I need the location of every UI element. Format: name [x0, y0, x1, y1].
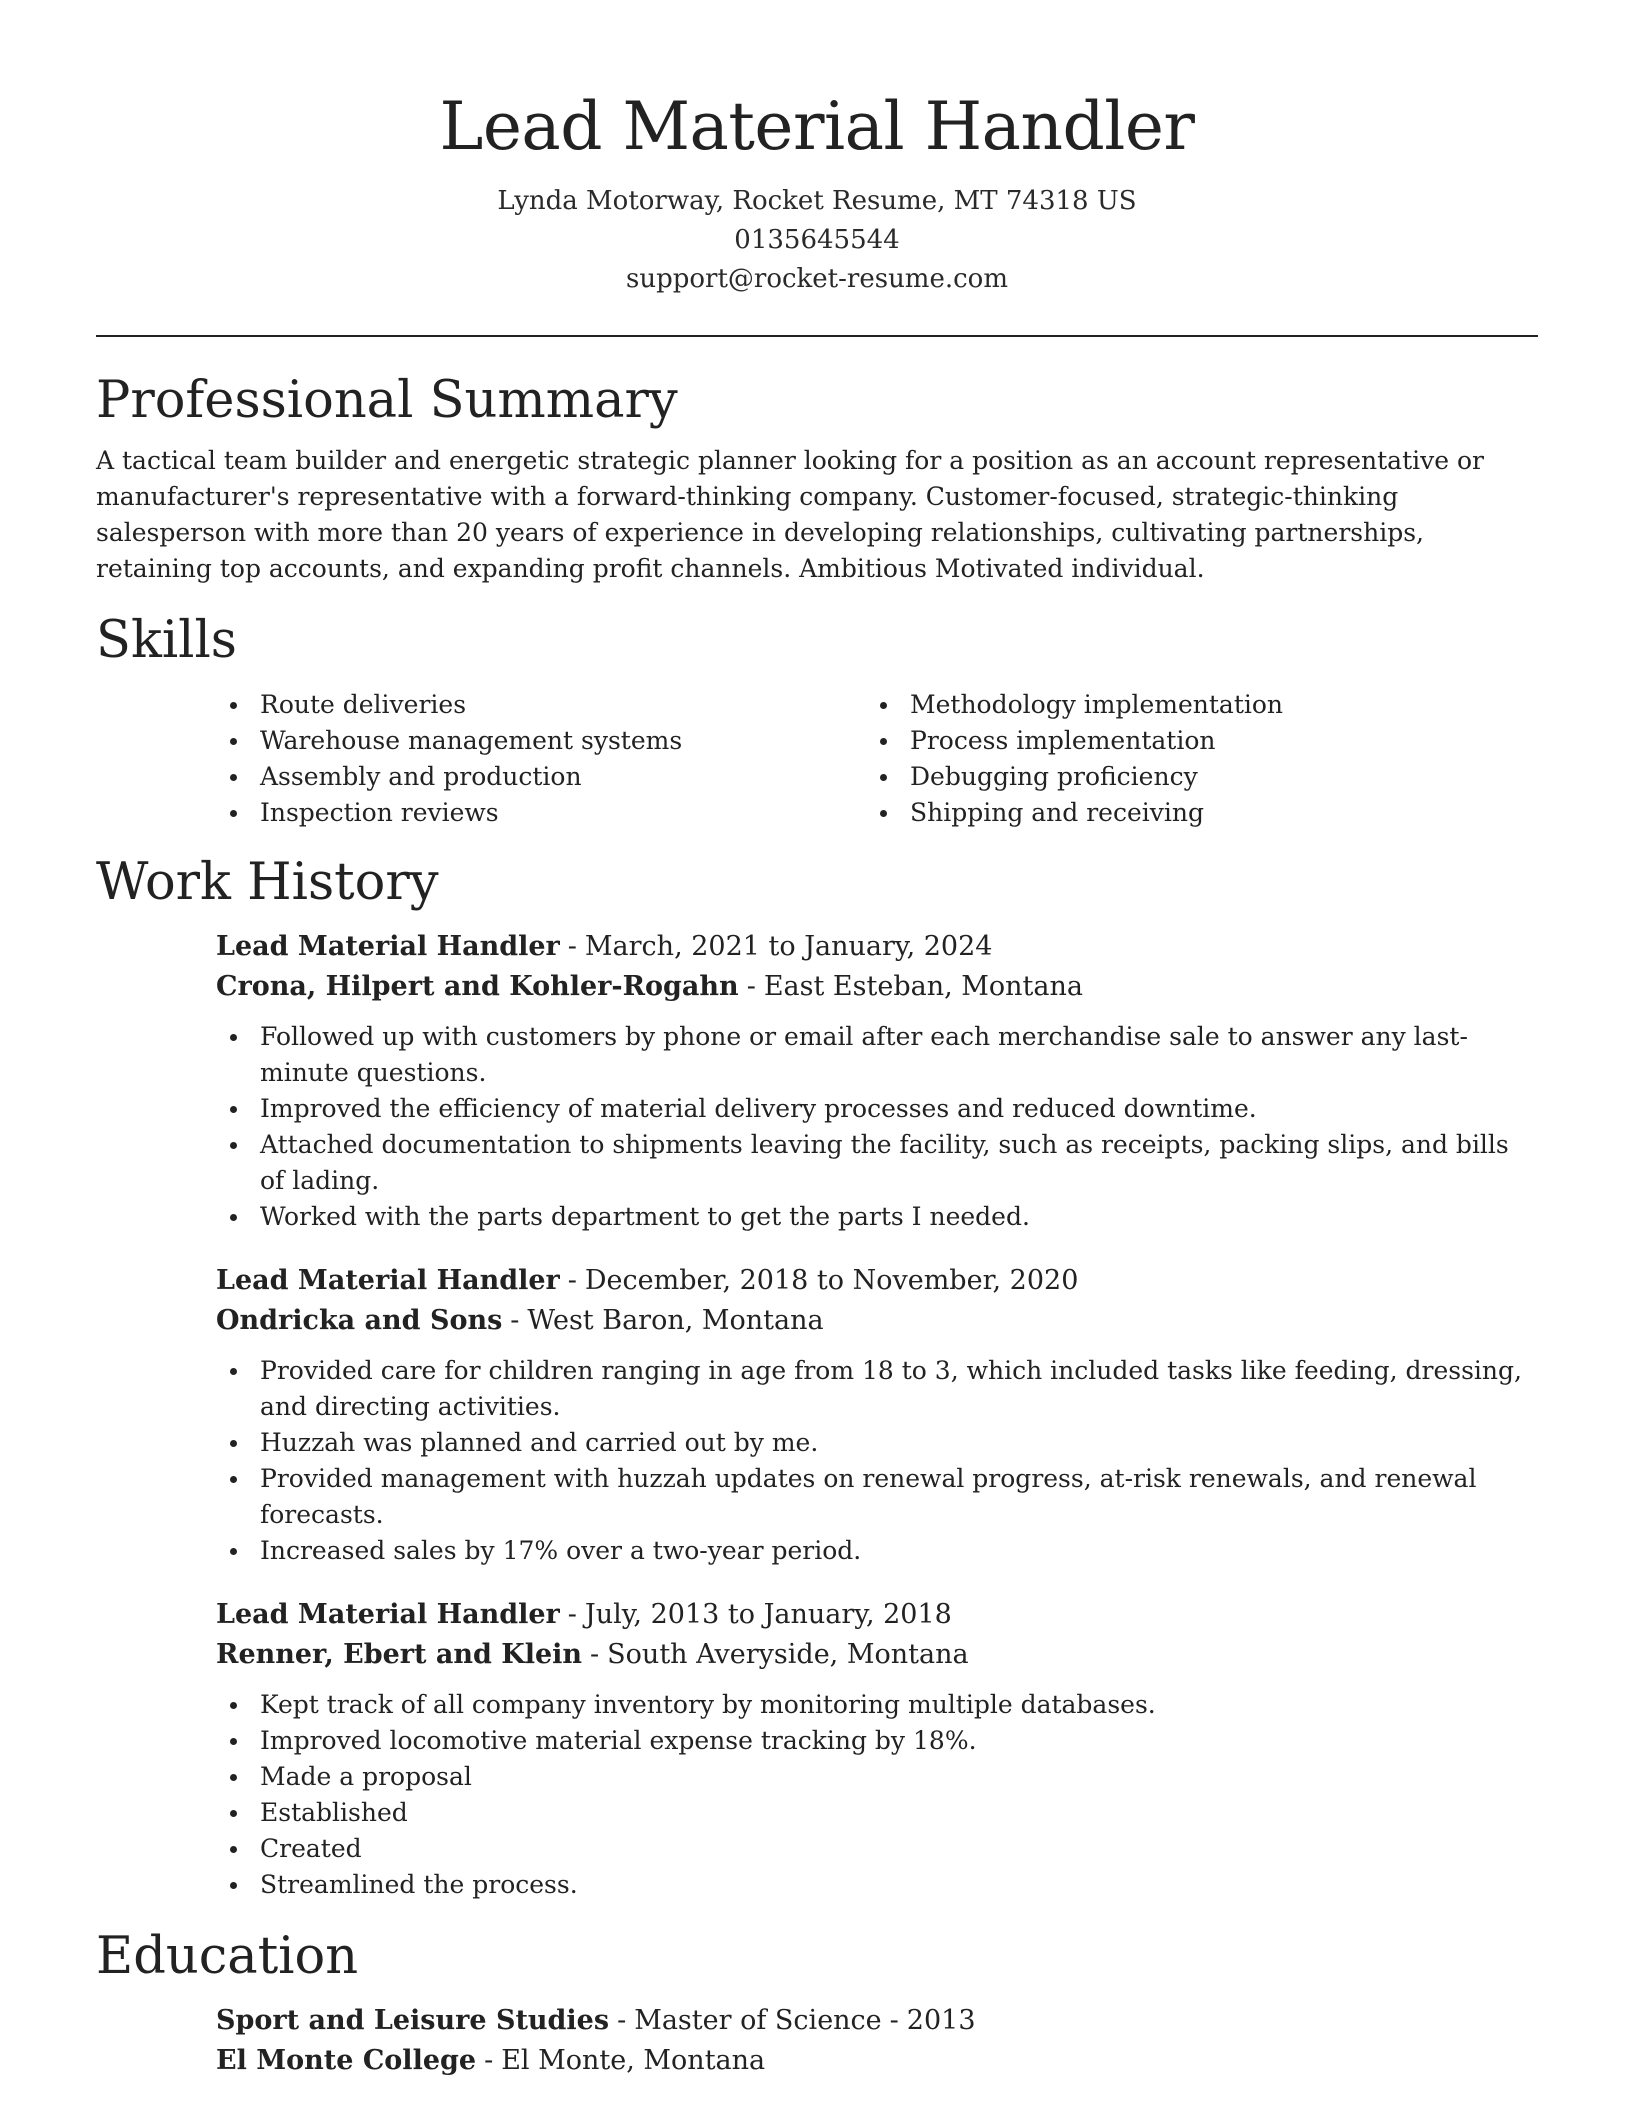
- skills-column-left: [216, 687, 866, 831]
- job-dates: March, 2021 to January, 2024: [584, 931, 993, 962]
- job-company-line: [216, 967, 1538, 1007]
- job-bullets: [216, 1019, 1538, 1235]
- resume-header: [96, 0, 1538, 299]
- job-title-line: [216, 927, 1538, 967]
- job-bullet: Made a proposal: [216, 1759, 1538, 1795]
- job-location: East Esteban, Montana: [763, 971, 1083, 1002]
- job-entry: [216, 927, 1538, 1235]
- job-bullet: Improved locomotive material expense tracking by 18%.: [216, 1723, 1538, 1759]
- summary-text: A tactical team builder and energetic strategic planner looking for a position as an account representative or manufacturer's representative with a forward-thinking company. Customer-focused, strategic-thinking salesperson with more than 20 years of experience in developing relationships, cultivating partnerships, retaining top accounts, and expanding profit channels. Ambitious Motivated individual.: [96, 446, 1484, 583]
- resume-page: [96, 0, 1538, 2081]
- education-field: Sport and Leisure Studies: [216, 2005, 610, 2036]
- skill-item: Process implementation: [866, 723, 1516, 759]
- job-bullet: Increased sales by 17% over a two-year period.: [216, 1533, 1538, 1569]
- skill-item: Inspection reviews: [216, 795, 866, 831]
- job-entry: [216, 1595, 1538, 1903]
- education-school-line: [216, 2041, 1538, 2081]
- job-bullet: Attached documentation to shipments leaving the facility, such as receipts, packing slips, and bills of lading.: [216, 1127, 1538, 1199]
- job-bullet: Streamlined the process.: [216, 1867, 1538, 1903]
- job-title: Lead Material Handler: [216, 931, 560, 962]
- job-company: Ondricka and Sons: [216, 1305, 503, 1336]
- job-title-line: [216, 1595, 1538, 1635]
- work-history-heading: Work History: [96, 853, 439, 912]
- separator: -: [617, 2005, 627, 2036]
- job-bullet: Huzzah was planned and carried out by me.: [216, 1425, 1538, 1461]
- education-entry: [216, 2001, 1538, 2081]
- skill-item: Debugging proficiency: [866, 759, 1516, 795]
- job-bullets: [216, 1687, 1538, 1903]
- job-location: South Averyside, Montana: [607, 1639, 969, 1670]
- job-bullet: Kept track of all company inventory by monitoring multiple databases.: [216, 1687, 1538, 1723]
- separator: -: [484, 2045, 494, 2076]
- education-heading: Education: [96, 1927, 359, 1986]
- job-dates: July, 2013 to January, 2018: [584, 1599, 952, 1630]
- education-degree-line: [216, 2001, 1538, 2041]
- skills-list: [216, 687, 1538, 831]
- skill-item: Methodology implementation: [866, 687, 1516, 723]
- contact-phone: 0135645544: [734, 225, 900, 255]
- separator: -: [567, 1265, 577, 1296]
- skill-item: Assembly and production: [216, 759, 866, 795]
- candidate-name: Lead Material Handler: [439, 88, 1195, 165]
- summary-section: [96, 369, 1538, 587]
- job-title: Lead Material Handler: [216, 1265, 560, 1296]
- job-bullet: Established: [216, 1795, 1538, 1831]
- skill-item: Warehouse management systems: [216, 723, 866, 759]
- job-entry: [216, 1261, 1538, 1569]
- separator: -: [510, 1305, 520, 1336]
- education-year: 2013: [906, 2005, 976, 2036]
- job-company: Renner, Ebert and Klein: [216, 1639, 583, 1670]
- job-company-line: [216, 1301, 1538, 1341]
- job-company-line: [216, 1635, 1538, 1675]
- separator: -: [567, 931, 577, 962]
- job-bullet: Provided care for children ranging in age from 18 to 3, which included tasks like feeding, dressing, and directing activities.: [216, 1353, 1538, 1425]
- skills-section: [96, 609, 1538, 831]
- separator: -: [567, 1599, 577, 1630]
- job-bullet: Created: [216, 1831, 1538, 1867]
- header-divider: [96, 335, 1538, 337]
- contact-email: support@rocket-resume.com: [625, 264, 1008, 294]
- separator: -: [746, 971, 756, 1002]
- summary-heading: Professional Summary: [96, 371, 678, 430]
- skill-item: Shipping and receiving: [866, 795, 1516, 831]
- job-bullet: Improved the efficiency of material delivery processes and reduced downtime.: [216, 1091, 1538, 1127]
- skill-item: Route deliveries: [216, 687, 866, 723]
- job-company: Crona, Hilpert and Kohler-Rogahn: [216, 971, 739, 1002]
- job-bullet: Worked with the parts department to get the parts I needed.: [216, 1199, 1538, 1235]
- job-bullet: Provided management with huzzah updates on renewal progress, at-risk renewals, and renewal forecasts.: [216, 1461, 1538, 1533]
- job-bullets: [216, 1353, 1538, 1569]
- education-location: El Monte, Montana: [501, 2045, 766, 2076]
- skills-column-right: [866, 687, 1516, 831]
- job-dates: December, 2018 to November, 2020: [584, 1265, 1079, 1296]
- job-title: Lead Material Handler: [216, 1599, 560, 1630]
- separator: -: [889, 2005, 899, 2036]
- skills-heading: Skills: [96, 611, 237, 670]
- education-school: El Monte College: [216, 2045, 477, 2076]
- education-degree: Master of Science: [634, 2005, 882, 2036]
- contact-address: Lynda Motorway, Rocket Resume, MT 74318 US: [497, 186, 1137, 216]
- job-bullet: Followed up with customers by phone or email after each merchandise sale to answer any last-minute questions.: [216, 1019, 1538, 1091]
- job-location: West Baron, Montana: [527, 1305, 824, 1336]
- separator: -: [590, 1639, 600, 1670]
- job-title-line: [216, 1261, 1538, 1301]
- education-section: [96, 1925, 1538, 2081]
- work-history-section: [96, 851, 1538, 1903]
- contact-block: [96, 182, 1538, 299]
